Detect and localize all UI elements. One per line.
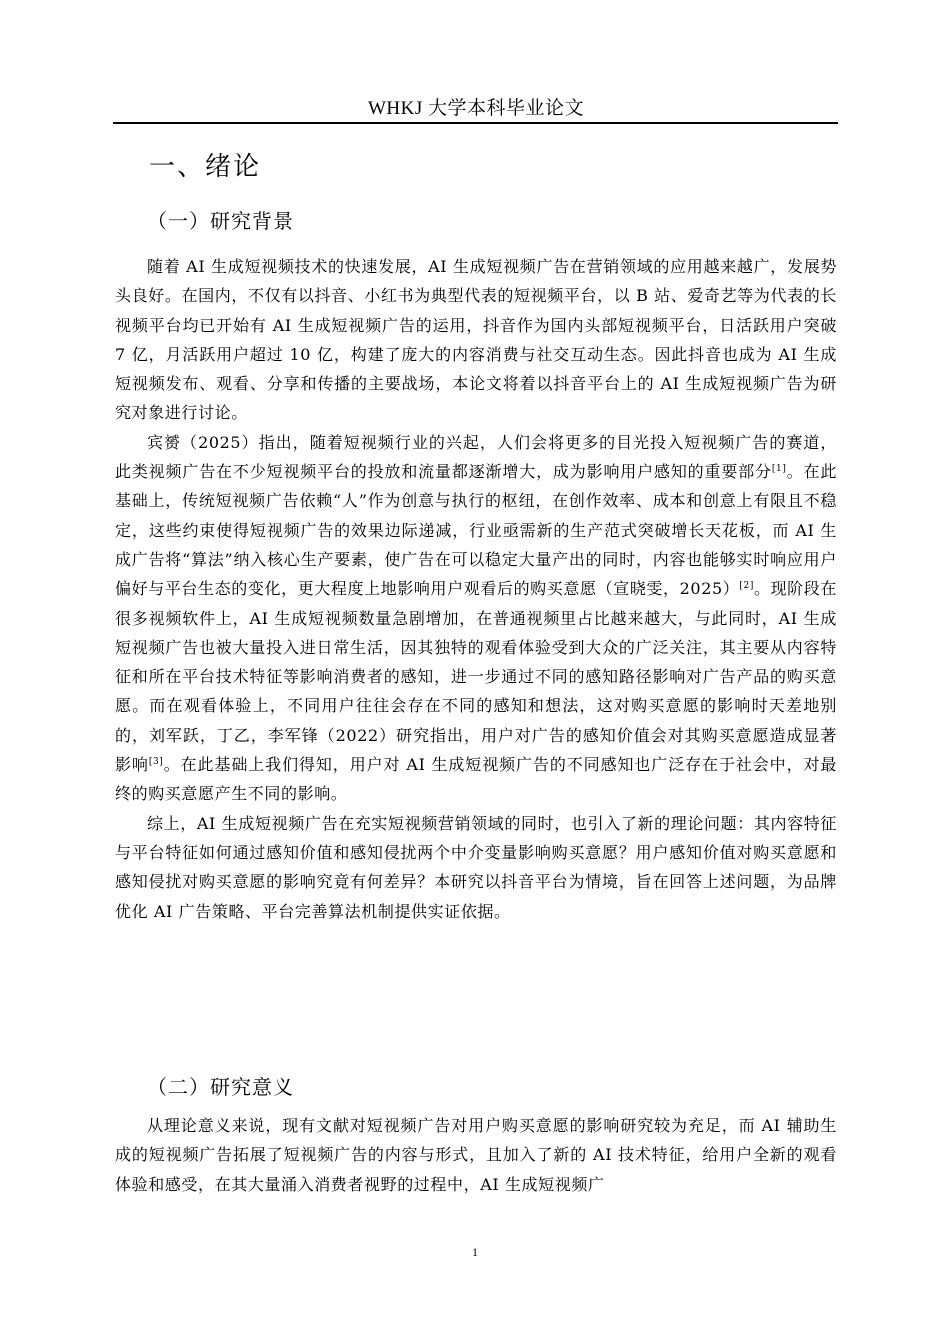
section-title-significance: （二）研究意义 — [147, 1075, 294, 1099]
paragraph: 综上，AI 生成短视频广告在充实短视频营销领域的同时，也引入了新的理论问题：其内容特征与平台特征如何通过感知价值和感知侵扰两个中介变量影响购买意愿？用户感知价值对购买意愿和感知侵扰对购买意愿的影响究竟有何差异？本研究以抖音平台为情境，旨在回答上述问题，为品牌优化 AI 广告策略、平台完善算法机制提供实证依据。 — [115, 813, 837, 921]
paragraph-text: 宾赟（2025）指出，随着短视频行业的兴起，人们会将更多的目光投入短视频广告的赛道，此类视频广告在不少短视频平台的投放和流量都逐渐增大，成为影响用户感知的重要部分 — [115, 432, 837, 482]
paragraph-text: 。现阶段在很多视频软件上，AI 生成短视频数量急剧增加，在普通视频里占比越来越大，与此同时，AI 生成短视频广告也被大量投入进日常生活，因其独特的观看体验受到大众的广泛关注，其主要从内容特征和所在平台技术特征等影响消费者的感知，进一步通过不同的感知路径影响对广告产品的购买意愿。而在观看体验上，不同用户往往会存在不同的感知和想法，这对购买意愿的影响时天差地别的，刘军跃，丁乙，李军锋（2022）研究指出，用户对广告的感知价值会对其购买意愿造成显著影响 — [115, 579, 837, 775]
paragraph: 随着 AI 生成短视频技术的快速发展，AI 生成短视频广告在营销领域的应用越来越广，发展势头良好。在国内，不仅有以抖音、小红书为典型代表的短视频平台，以 B 站、爱奇艺等为代表的长视频平台均已开始有 AI 生成短视频广告的运用，抖音作为国内头部短视频平台，日活跃用户突破 7 亿，月活跃用户超过 10 亿，构建了庞大的内容消费与社交互动生态。因此抖音也成为 AI 生成短视频发布、观看、分享和传播的主要战场，本论文将着以抖音平台上的 AI 生成短视频广告为研究对象进行讨论。 — [115, 257, 837, 423]
paragraph — [115, 428, 837, 809]
running-header-title: WHKJ 大学本科毕业论文 — [367, 98, 585, 119]
citation-ref: [2] — [739, 581, 754, 592]
page-number: 1 — [472, 1245, 478, 1259]
paragraph: 从理论意义来说，现有文献对短视频广告对用户购买意愿的影响研究较为充足，而 AI 辅助生成的短视频广告拓展了短视频广告的内容与形式，且加入了新的 AI 技术特征，给用户全新的观看体验和感受，在其大量涌入消费者视野的过程中，AI 生成短视频广 — [115, 1116, 837, 1194]
section-background-body — [115, 252, 837, 926]
citation-ref: [3] — [148, 757, 164, 768]
section-title-background: （一）研究背景 — [147, 209, 294, 233]
section-significance-body — [115, 1111, 837, 1199]
chapter-title: 一、绪论 — [149, 152, 262, 182]
citation-ref: [1] — [771, 464, 787, 475]
paragraph-text: 。在此基础上，传统短视频广告依赖“人”作为创意与执行的枢纽，在创作效率、成本和创意上有限且不稳定，这些约束使得短视频广告的效果边际递减，行业亟需新的生产范式突破增长天花板，而 AI 生成广告将“算法”纳入核心生产要素，使广告在可以稳定大量产出的同时，内容也能够实时响应用户偏好与平台生态的变化，更大程度上地影响用户观看后的购买意愿（宣晓雯，2025） — [115, 462, 837, 599]
paragraph-text: 。在此基础上我们得知，用户对 AI 生成短视频广告的不同感知也广泛存在于社会中，对最终的购买意愿产生不同的影响。 — [115, 755, 838, 804]
header-divider — [113, 122, 838, 124]
